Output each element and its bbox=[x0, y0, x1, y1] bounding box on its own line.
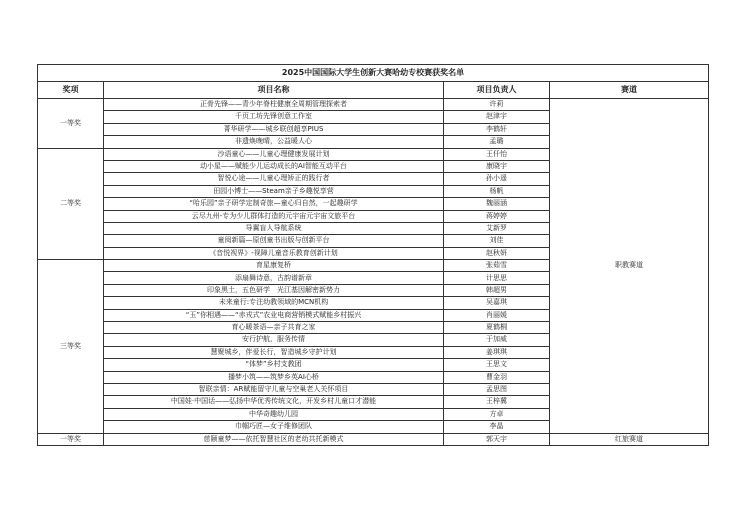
project-name-cell: 云尽九州-专为少儿群体打造的元宇宙元宇宙文旅平台 bbox=[104, 210, 444, 222]
leader-cell: 魏丽涵 bbox=[444, 198, 550, 210]
header-track: 赛道 bbox=[550, 82, 709, 99]
project-name-cell: “玉”你相遇——“赤戎式”农业电商营销模式赋能乡村振兴 bbox=[104, 309, 444, 321]
project-name-cell: 田园小博士——Steam亲子乡趣悦享营 bbox=[104, 185, 444, 197]
award-cell: 一等奖 bbox=[38, 99, 104, 149]
leader-cell: 刘佳 bbox=[444, 235, 550, 247]
leader-cell: 肖丽媛 bbox=[444, 309, 550, 321]
project-name-cell: 非遗焕晚晴，公益暖人心 bbox=[104, 136, 444, 148]
leader-cell: 韩超男 bbox=[444, 284, 550, 296]
award-cell: 一等奖 bbox=[38, 433, 104, 445]
leader-cell: 张茹雪 bbox=[444, 260, 550, 272]
project-name-cell: 育星康复桥 bbox=[104, 260, 444, 272]
track-cell-main: 职教赛道 bbox=[550, 99, 709, 434]
leader-cell: 王仟怡 bbox=[444, 148, 550, 160]
leader-cell: 康晓宇 bbox=[444, 160, 550, 172]
leader-cell: 李晶 bbox=[444, 421, 550, 433]
award-cell: 三等奖 bbox=[38, 260, 104, 433]
leader-cell: 蒋婷婷 bbox=[444, 210, 550, 222]
project-name-cell: 智联亲情：AR赋能留守儿童与空巢老人关怀项目 bbox=[104, 383, 444, 395]
leader-cell: 李鹤轩 bbox=[444, 123, 550, 135]
leader-cell: 艾新罗 bbox=[444, 222, 550, 234]
project-name-cell: 育心暖茶语—亲子共育之家 bbox=[104, 322, 444, 334]
award-list-sheet bbox=[37, 64, 708, 446]
leader-cell: 郭天宇 bbox=[444, 433, 550, 445]
header-leader: 项目负责人 bbox=[444, 82, 550, 99]
project-name-cell: 中国娃·中国话——弘扬中华优秀传统文化，开发乡村儿童口才潜能 bbox=[104, 396, 444, 408]
project-name-cell: 添扇舞诗意，古韵谱新章 bbox=[104, 272, 444, 284]
leader-cell: 方卓 bbox=[444, 408, 550, 420]
header-project: 项目名称 bbox=[104, 82, 444, 99]
leader-cell: 赵津宇 bbox=[444, 111, 550, 123]
project-name-cell: 菁华研学——城乡联创超享PIUS bbox=[104, 123, 444, 135]
leader-cell: 王梓冀 bbox=[444, 396, 550, 408]
leader-cell: 于加威 bbox=[444, 334, 550, 346]
leader-cell: 夏鹤桐 bbox=[444, 322, 550, 334]
project-name-cell: 导翼盲人导航系统 bbox=[104, 222, 444, 234]
leader-cell: 孟璐 bbox=[444, 136, 550, 148]
project-name-cell: 童阅新篇—原创童书出版与创新平台 bbox=[104, 235, 444, 247]
track-cell-red: 红旅赛道 bbox=[550, 433, 709, 445]
leader-cell: 孟思图 bbox=[444, 383, 550, 395]
project-name-cell: 沙语童心——儿童心理健康发展计划 bbox=[104, 148, 444, 160]
project-name-cell: “体梦”乡村支教团 bbox=[104, 359, 444, 371]
award-table bbox=[37, 64, 709, 446]
leader-cell: 曹金羽 bbox=[444, 371, 550, 383]
project-name-cell: 安行护航，服务传情 bbox=[104, 334, 444, 346]
table-row bbox=[38, 433, 709, 445]
project-name-cell: 播梦小筑——筑梦乡英AI心桥 bbox=[104, 371, 444, 383]
leader-cell: 吴嘉琪 bbox=[444, 297, 550, 309]
leader-cell: 许莉 bbox=[444, 99, 550, 111]
award-cell: 二等奖 bbox=[38, 148, 104, 260]
project-name-cell: “哈乐园”亲子研学定制奇旅—童心归自然，一起趣研学 bbox=[104, 198, 444, 210]
project-name-cell: 慧聚城乡，伴爱长行，智造城乡守护计划 bbox=[104, 346, 444, 358]
project-name-cell: 未来童行:专注幼教领域的MCN机构 bbox=[104, 297, 444, 309]
leader-cell: 孙小遥 bbox=[444, 173, 550, 185]
project-name-cell: 中华奇趣幼儿园 bbox=[104, 408, 444, 420]
leader-cell: 赵秋妍 bbox=[444, 247, 550, 259]
project-name-cell: 《音悦视界》-视障儿童音乐教育创新计划 bbox=[104, 247, 444, 259]
project-name-cell: 慈颐童梦——依托智慧社区的老幼共托新模式 bbox=[104, 433, 444, 445]
project-name-cell: 巾帼巧匠—女子维修团队 bbox=[104, 421, 444, 433]
project-name-cell: 正骨先锋——青少年脊柱健康全周期管理探索者 bbox=[104, 99, 444, 111]
project-name-cell: 动小星——赋能少儿运动成长的AI智能互动平台 bbox=[104, 160, 444, 172]
leader-cell: 王思文 bbox=[444, 359, 550, 371]
leader-cell: 姜琪琪 bbox=[444, 346, 550, 358]
document-title: 2025中国国际大学生创新大赛哈幼专校赛获奖名单 bbox=[38, 65, 709, 82]
project-name-cell: 智悦心途——儿童心理矫正的践行者 bbox=[104, 173, 444, 185]
project-name-cell: 印象黑土，五色研学 光江基因解密新势力 bbox=[104, 284, 444, 296]
leader-cell: 杨帆 bbox=[444, 185, 550, 197]
project-name-cell: 千页工坊先锋创意工作室 bbox=[104, 111, 444, 123]
table-row bbox=[38, 99, 709, 111]
header-award: 奖项 bbox=[38, 82, 104, 99]
leader-cell: 计思思 bbox=[444, 272, 550, 284]
